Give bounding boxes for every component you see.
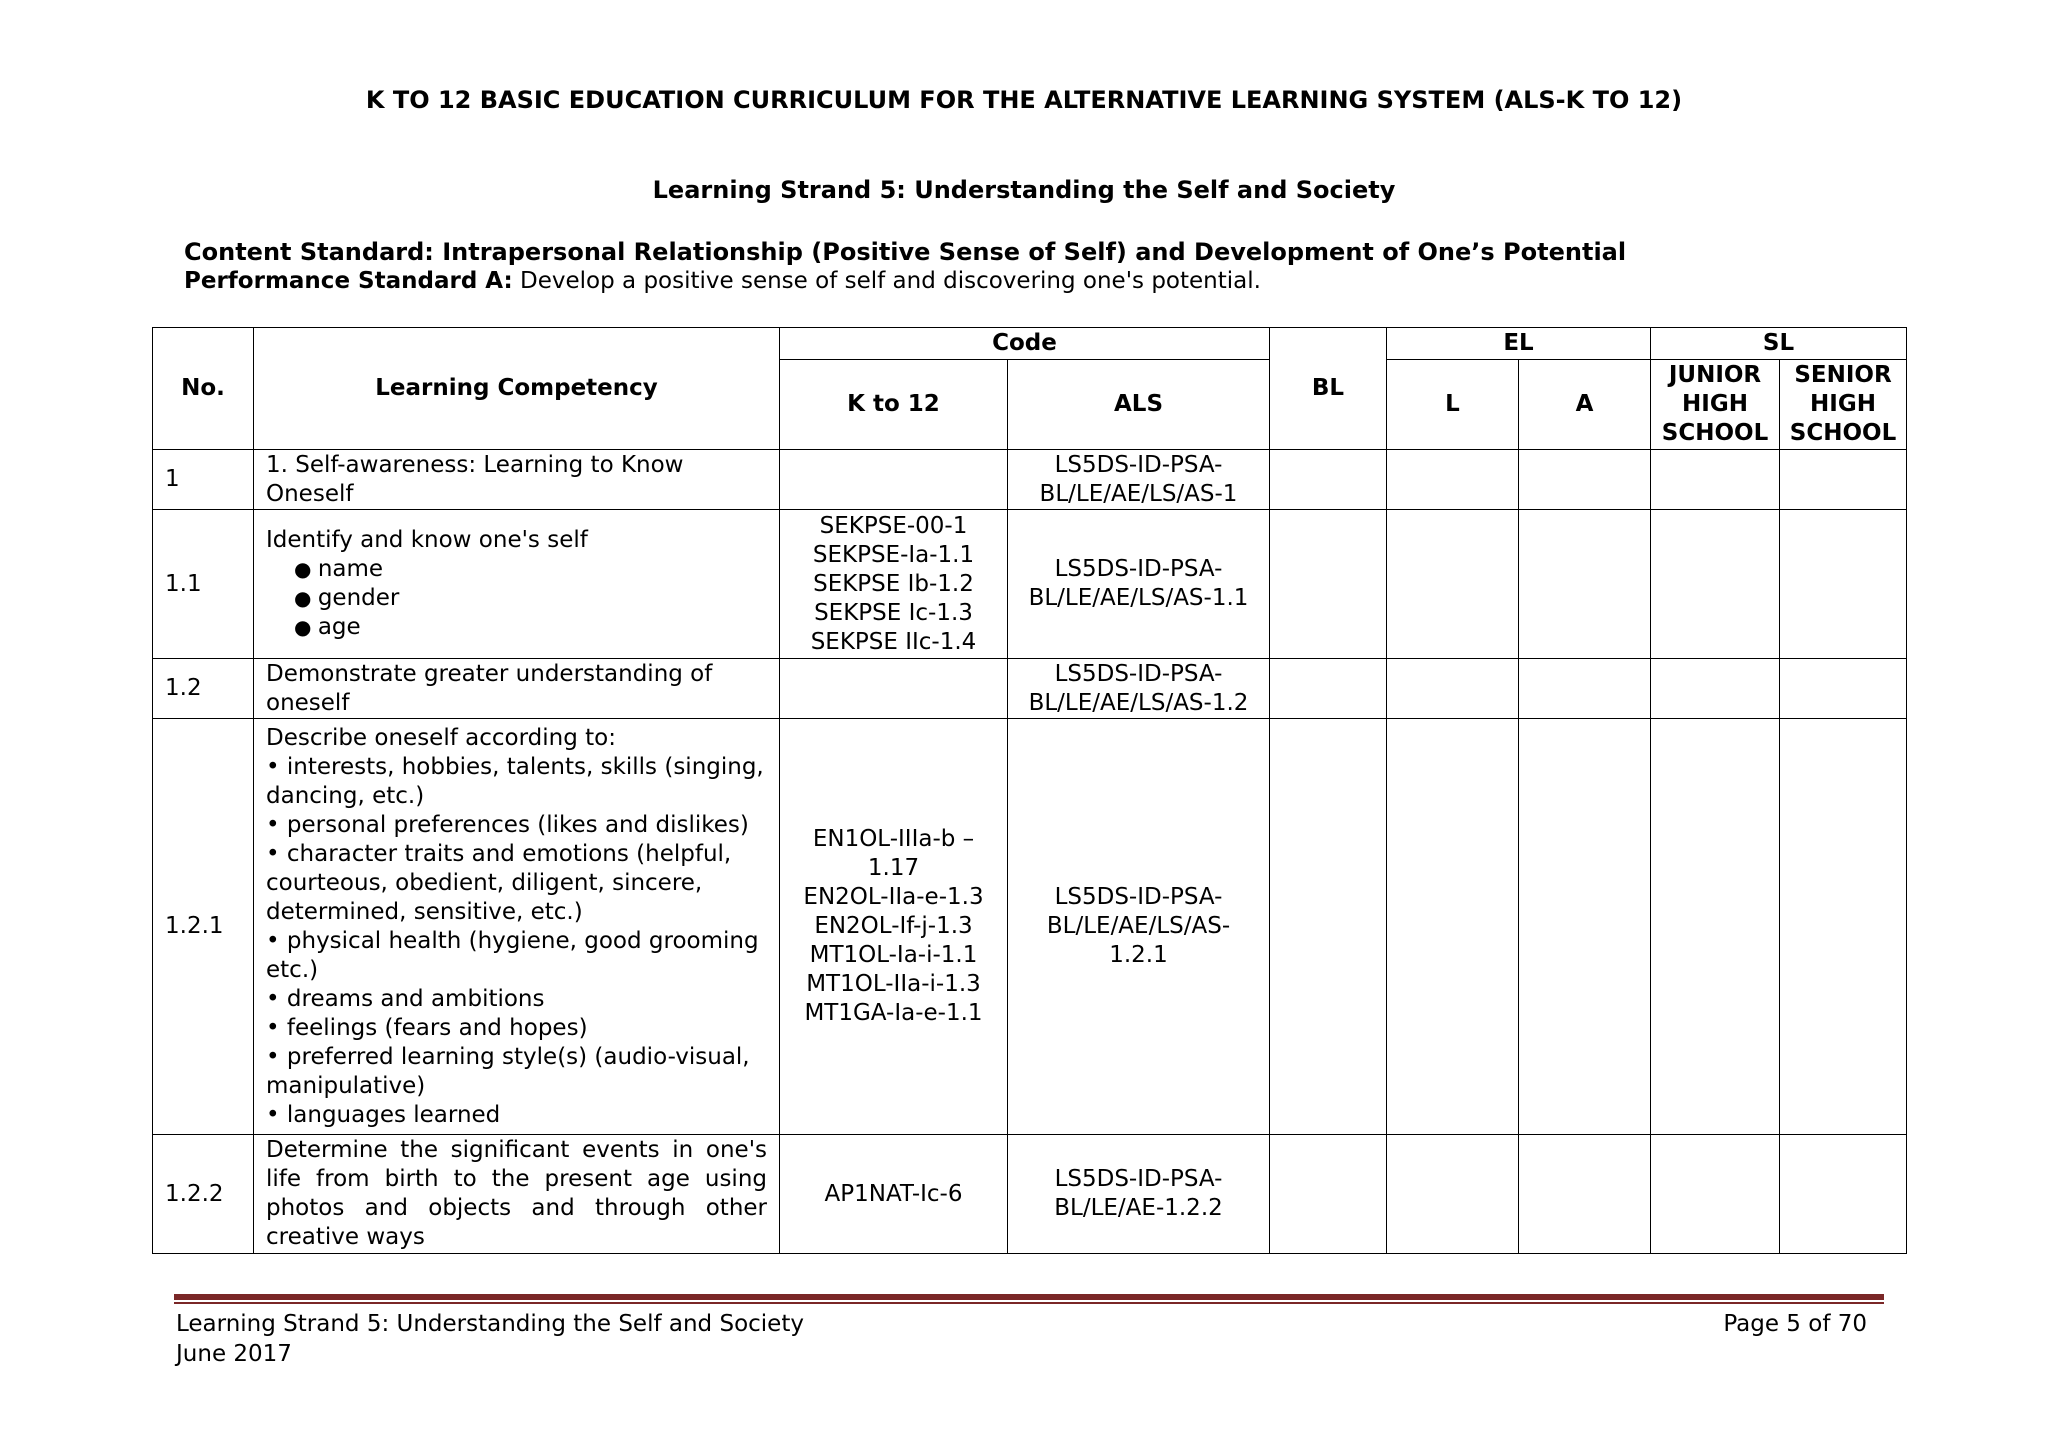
header-junior-high-school: JUNIOR HIGH SCHOOL xyxy=(1651,360,1780,450)
empty-sl-senior xyxy=(1780,1135,1907,1254)
list-item: • character traits and emotions (helpful, courteous, obedient, diligent, sincere, determined, sensitive, etc.) xyxy=(266,840,767,927)
k12-code-line: EN2OL-If-j-1.3 xyxy=(814,913,973,939)
strand-title: Learning Strand 5: Understanding the Self and Society xyxy=(652,176,1396,204)
footer-date: June 2017 xyxy=(176,1341,292,1367)
list-item: • personal preferences (likes and dislikes) xyxy=(266,811,767,840)
document-title: K TO 12 BASIC EDUCATION CURRICULUM FOR THE ALTERNATIVE LEARNING SYSTEM (ALS-K TO 12) xyxy=(365,86,1683,114)
table-row xyxy=(153,1135,1907,1254)
k12-code-line: MT1OL-Ia-i-1.1 xyxy=(809,942,978,968)
check-mark-el-l xyxy=(1387,659,1519,719)
footer-strand: Learning Strand 5: Understanding the Self and Society xyxy=(176,1311,804,1337)
list-item: • dreams and ambitions xyxy=(266,985,767,1014)
list-item: • interests, hobbies, talents, skills (singing, dancing, etc.) xyxy=(266,753,767,811)
list-item: ● name xyxy=(294,555,767,584)
performance-standard xyxy=(184,268,1261,294)
row-number: 1.2.2 xyxy=(153,1135,254,1254)
k12-code-line: SEKPSE IIc-1.4 xyxy=(810,628,977,655)
als-code: LS5DS-ID-PSA-BL/LE/AE/LS/AS-1.2 xyxy=(1008,659,1270,719)
k12-code-line: MT1OL-IIa-i-1.3 xyxy=(806,971,981,997)
header-a: A xyxy=(1519,360,1651,450)
empty-sl-junior xyxy=(1651,1135,1780,1254)
check-mark-el-a xyxy=(1519,450,1651,510)
k12-code xyxy=(780,659,1008,719)
header-learning-competency: Learning Competency xyxy=(254,328,780,450)
header-l: L xyxy=(1387,360,1519,450)
competency-text: Identify and know one's self xyxy=(266,527,588,553)
check-mark-bl xyxy=(1270,719,1387,1135)
performance-standard-label: Performance Standard A: xyxy=(184,268,513,294)
competency-list xyxy=(266,555,767,642)
check-mark-el-a xyxy=(1519,1135,1651,1254)
check-mark-el-l xyxy=(1387,450,1519,510)
check-mark-sl-senior xyxy=(1780,450,1907,510)
header-senior-high-school: SENIOR HIGH SCHOOL xyxy=(1780,360,1907,450)
competency-text: Demonstrate greater understanding of oneself xyxy=(254,659,780,719)
check-mark-el-a xyxy=(1519,659,1651,719)
list-item: • preferred learning style(s) (audio-visual, manipulative) xyxy=(266,1043,767,1101)
check-mark-bl xyxy=(1270,510,1387,659)
list-item: • languages learned xyxy=(266,1101,767,1130)
check-mark-sl-junior xyxy=(1651,510,1780,659)
check-mark-bl xyxy=(1270,659,1387,719)
page-number: Page 5 of 70 xyxy=(1723,1311,1867,1337)
competency-text: Determine the significant events in one's life from birth to the present age using photos and objects and through other creative ways xyxy=(254,1135,780,1254)
competency-text: 1. Self-awareness: Learning to Know Oneself xyxy=(254,450,780,510)
k12-code-line: SEKPSE Ic-1.3 xyxy=(814,599,973,626)
list-item: • feelings (fears and hopes) xyxy=(266,1014,767,1043)
header-code: Code xyxy=(780,328,1270,360)
check-mark-sl-senior xyxy=(1780,510,1907,659)
check-mark-el-l xyxy=(1387,719,1519,1135)
competency-cell xyxy=(254,719,780,1135)
header-sl: SL xyxy=(1651,328,1907,360)
header-k-to-12: K to 12 xyxy=(780,360,1008,450)
als-code: LS5DS-ID-PSA-BL/LE/AE/LS/AS-1.1 xyxy=(1008,510,1270,659)
list-item: ● gender xyxy=(294,584,767,613)
k12-code-line: EN1OL-IIIa-b – 1.17 xyxy=(812,826,975,881)
row-number: 1.2.1 xyxy=(153,719,254,1135)
k12-code-line: SEKPSE-Ia-1.1 xyxy=(812,541,975,568)
table-row xyxy=(153,510,1907,659)
k12-code: AP1NAT-Ic-6 xyxy=(780,1135,1008,1254)
check-mark-el-a xyxy=(1519,510,1651,659)
check-mark-sl-junior xyxy=(1651,659,1780,719)
check-mark-sl-senior xyxy=(1780,719,1907,1135)
header-no: No. xyxy=(153,328,254,450)
row-number: 1.1 xyxy=(153,510,254,659)
als-code: LS5DS-ID-PSA-BL/LE/AE-1.2.2 xyxy=(1008,1135,1270,1254)
competency-text: Describe oneself according to: xyxy=(266,724,616,751)
k12-code-line: EN2OL-IIa-e-1.3 xyxy=(803,884,984,910)
als-code: LS5DS-ID-PSA-BL/LE/AE/LS/AS-1.2.1 xyxy=(1008,719,1270,1135)
check-mark-sl-junior xyxy=(1651,719,1780,1135)
performance-standard-text: Develop a positive sense of self and discovering one's potential. xyxy=(512,268,1261,294)
competency-table xyxy=(152,327,1907,1254)
k12-code xyxy=(780,510,1008,659)
row-number: 1.2 xyxy=(153,659,254,719)
als-code: LS5DS-ID-PSA-BL/LE/AE/LS/AS-1 xyxy=(1008,450,1270,510)
footer-divider xyxy=(174,1294,1884,1300)
k12-code-line: MT1GA-Ia-e-1.1 xyxy=(804,1000,983,1026)
check-mark-el-l xyxy=(1387,510,1519,659)
check-mark-bl xyxy=(1270,450,1387,510)
check-mark-sl-senior xyxy=(1780,659,1907,719)
footer-divider-thin xyxy=(174,1302,1884,1304)
table-row xyxy=(153,450,1907,510)
table-row xyxy=(153,659,1907,719)
check-mark-el-l xyxy=(1387,1135,1519,1254)
k12-code-line: SEKPSE Ib-1.2 xyxy=(813,570,974,597)
k12-code xyxy=(780,719,1008,1135)
header-bl: BL xyxy=(1270,328,1387,450)
list-item: ● age xyxy=(294,613,767,642)
header-el: EL xyxy=(1387,328,1651,360)
header-als: ALS xyxy=(1008,360,1270,450)
row-number: 1 xyxy=(153,450,254,510)
check-mark-bl xyxy=(1270,1135,1387,1254)
check-mark-el-a xyxy=(1519,719,1651,1135)
list-item: • physical health (hygiene, good grooming etc.) xyxy=(266,927,767,985)
k12-code-line: SEKPSE-00-1 xyxy=(819,512,968,539)
footer-left xyxy=(176,1309,804,1369)
k12-code xyxy=(780,450,1008,510)
content-standard: Content Standard: Intrapersonal Relationship (Positive Sense of Self) and Development of One’s Potential xyxy=(184,238,1627,266)
table-row xyxy=(153,719,1907,1135)
competency-cell xyxy=(254,510,780,659)
check-mark-sl-junior xyxy=(1651,450,1780,510)
competency-list xyxy=(266,753,767,1130)
